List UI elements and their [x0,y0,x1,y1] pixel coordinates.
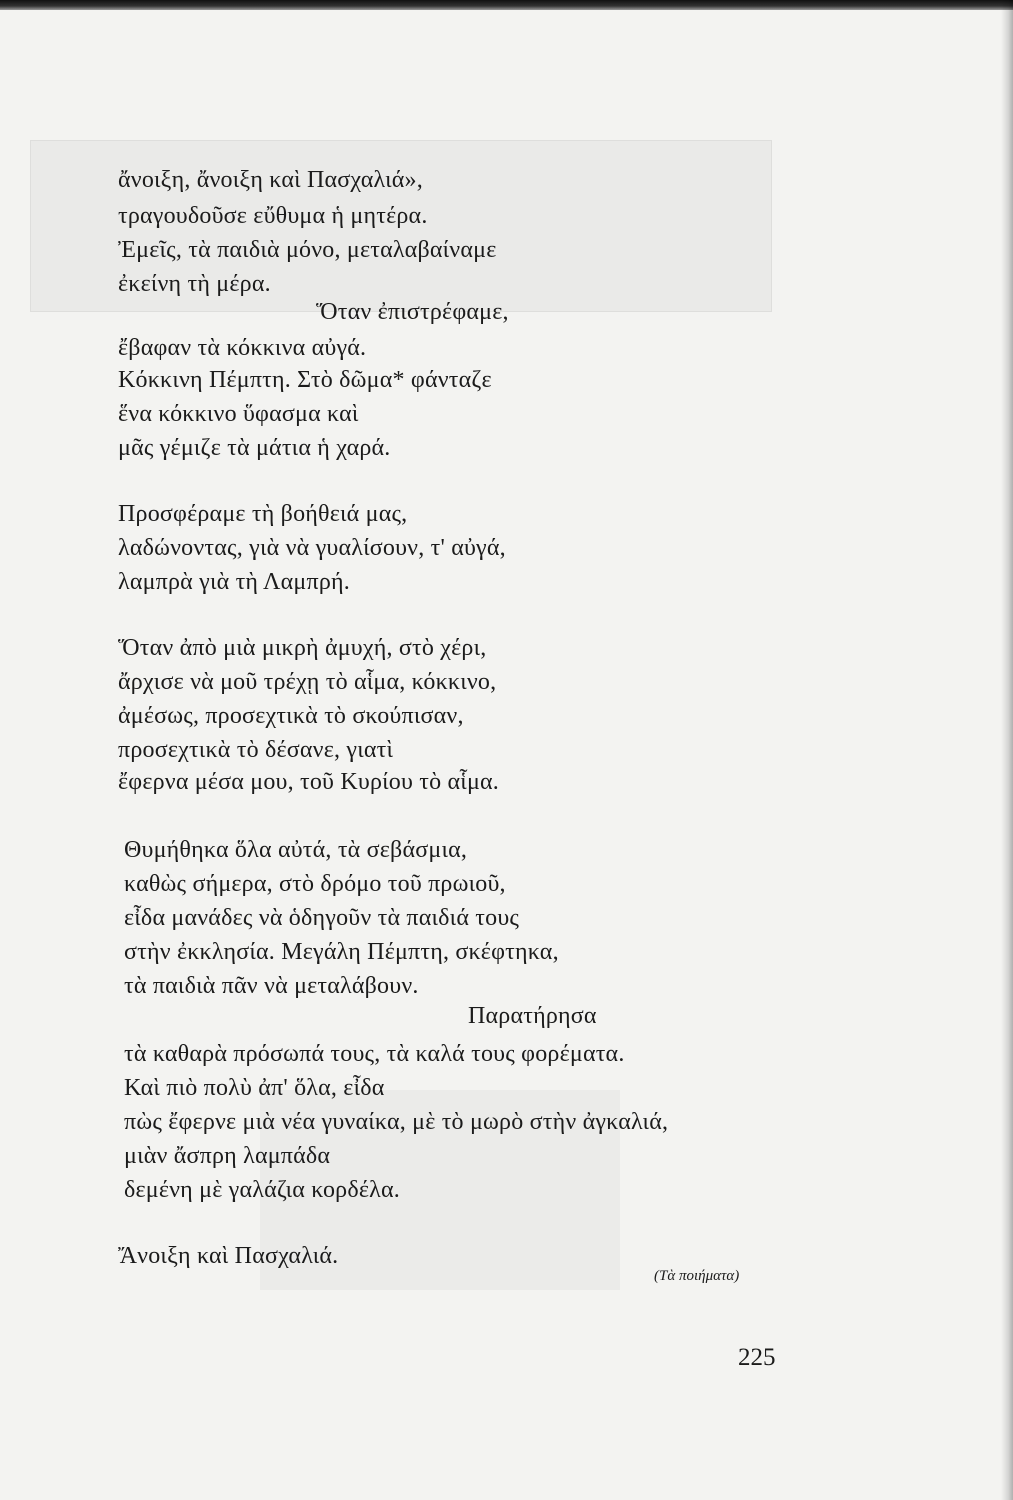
poem-line: στὴν ἐκκλησία. Μεγάλη Πέμπτη, σκέφτηκα, [124,939,559,965]
poem-line: προσεχτικὰ τὸ δέσανε, γιατὶ [118,737,394,763]
poem-line: λαδώνοντας, γιὰ νὰ γυαλίσουν, τ' αὐγά, [118,535,506,561]
poem-line: τὰ καθαρὰ πρόσωπά τους, τὰ καλά τους φορέματα. [124,1041,625,1067]
poem-line: εἶδα μανάδες νὰ ὁδηγοῦν τὰ παιδιά τους [124,905,520,931]
poem-line: ἄρχισε νὰ μοῦ τρέχῃ τὸ αἷμα, κόκκινο, [118,669,497,695]
poem-line: Θυμήθηκα ὅλα αὐτά, τὰ σεβάσμια, [124,837,468,863]
poem-line: Προσφέραμε τὴ βοήθειά μας, [118,501,408,527]
poem-line: Ἐμεῖς, τὰ παιδιὰ μόνο, μεταλαβαίναμε [118,237,497,263]
poem-line: μᾶς γέμιζε τὰ μάτια ἡ χαρά. [118,435,391,461]
poem-line: μιὰν ἄσπρη λαμπάδα [124,1143,331,1169]
poem-line: Παρατήρησα [468,1003,597,1029]
poem-line: τραγουδοῦσε εὔθυμα ἡ μητέρα. [118,203,428,229]
poem-line: ἀμέσως, προσεχτικὰ τὸ σκούπισαν, [118,703,464,729]
poem-line: λαμπρὰ γιὰ τὴ Λαμπρή. [118,569,350,595]
poem-line: ἕνα κόκκινο ὕφασμα καὶ [118,401,359,427]
poem-line: Ὅταν ἀπὸ μιὰ μικρὴ ἀμυχή, στὸ χέρι, [118,635,487,661]
poem-line: τὰ παιδιὰ πᾶν νὰ μεταλάβουν. [124,973,419,999]
poem-line: ἔβαφαν τὰ κόκκινα αὐγά. [118,335,367,361]
source-citation: (Τὰ ποιήματα) [654,1268,740,1284]
poem-line: ἔφερνα μέσα μου, τοῦ Κυρίου τὸ αἷμα. [118,769,499,795]
poem-line: ἄνοιξη, ἄνοιξη καὶ Πασχαλιά», [118,167,423,193]
poem-line: καθὼς σήμερα, στὸ δρόμο τοῦ πρωιοῦ, [124,871,506,897]
poem-line: Κόκκινη Πέμπτη. Στὸ δῶμα* φάνταζε [118,367,492,393]
poem-line: Καὶ πιὸ πολὺ ἀπ' ὅλα, εἶδα [124,1075,385,1101]
page-number: 225 [738,1344,776,1371]
poem-line: ἐκείνη τὴ μέρα. [118,271,271,297]
poem-line: πὼς ἔφερνε μιὰ νέα γυναίκα, μὲ τὸ μωρὸ στὴν ἀγκαλιά, [124,1109,669,1135]
poem-line: Ὅταν ἐπιστρέφαμε, [316,299,509,325]
poem-line: Ἄνοιξη καὶ Πασχαλιά. [118,1243,339,1269]
poem-line: δεμένη μὲ γαλάζια κορδέλα. [124,1177,400,1203]
